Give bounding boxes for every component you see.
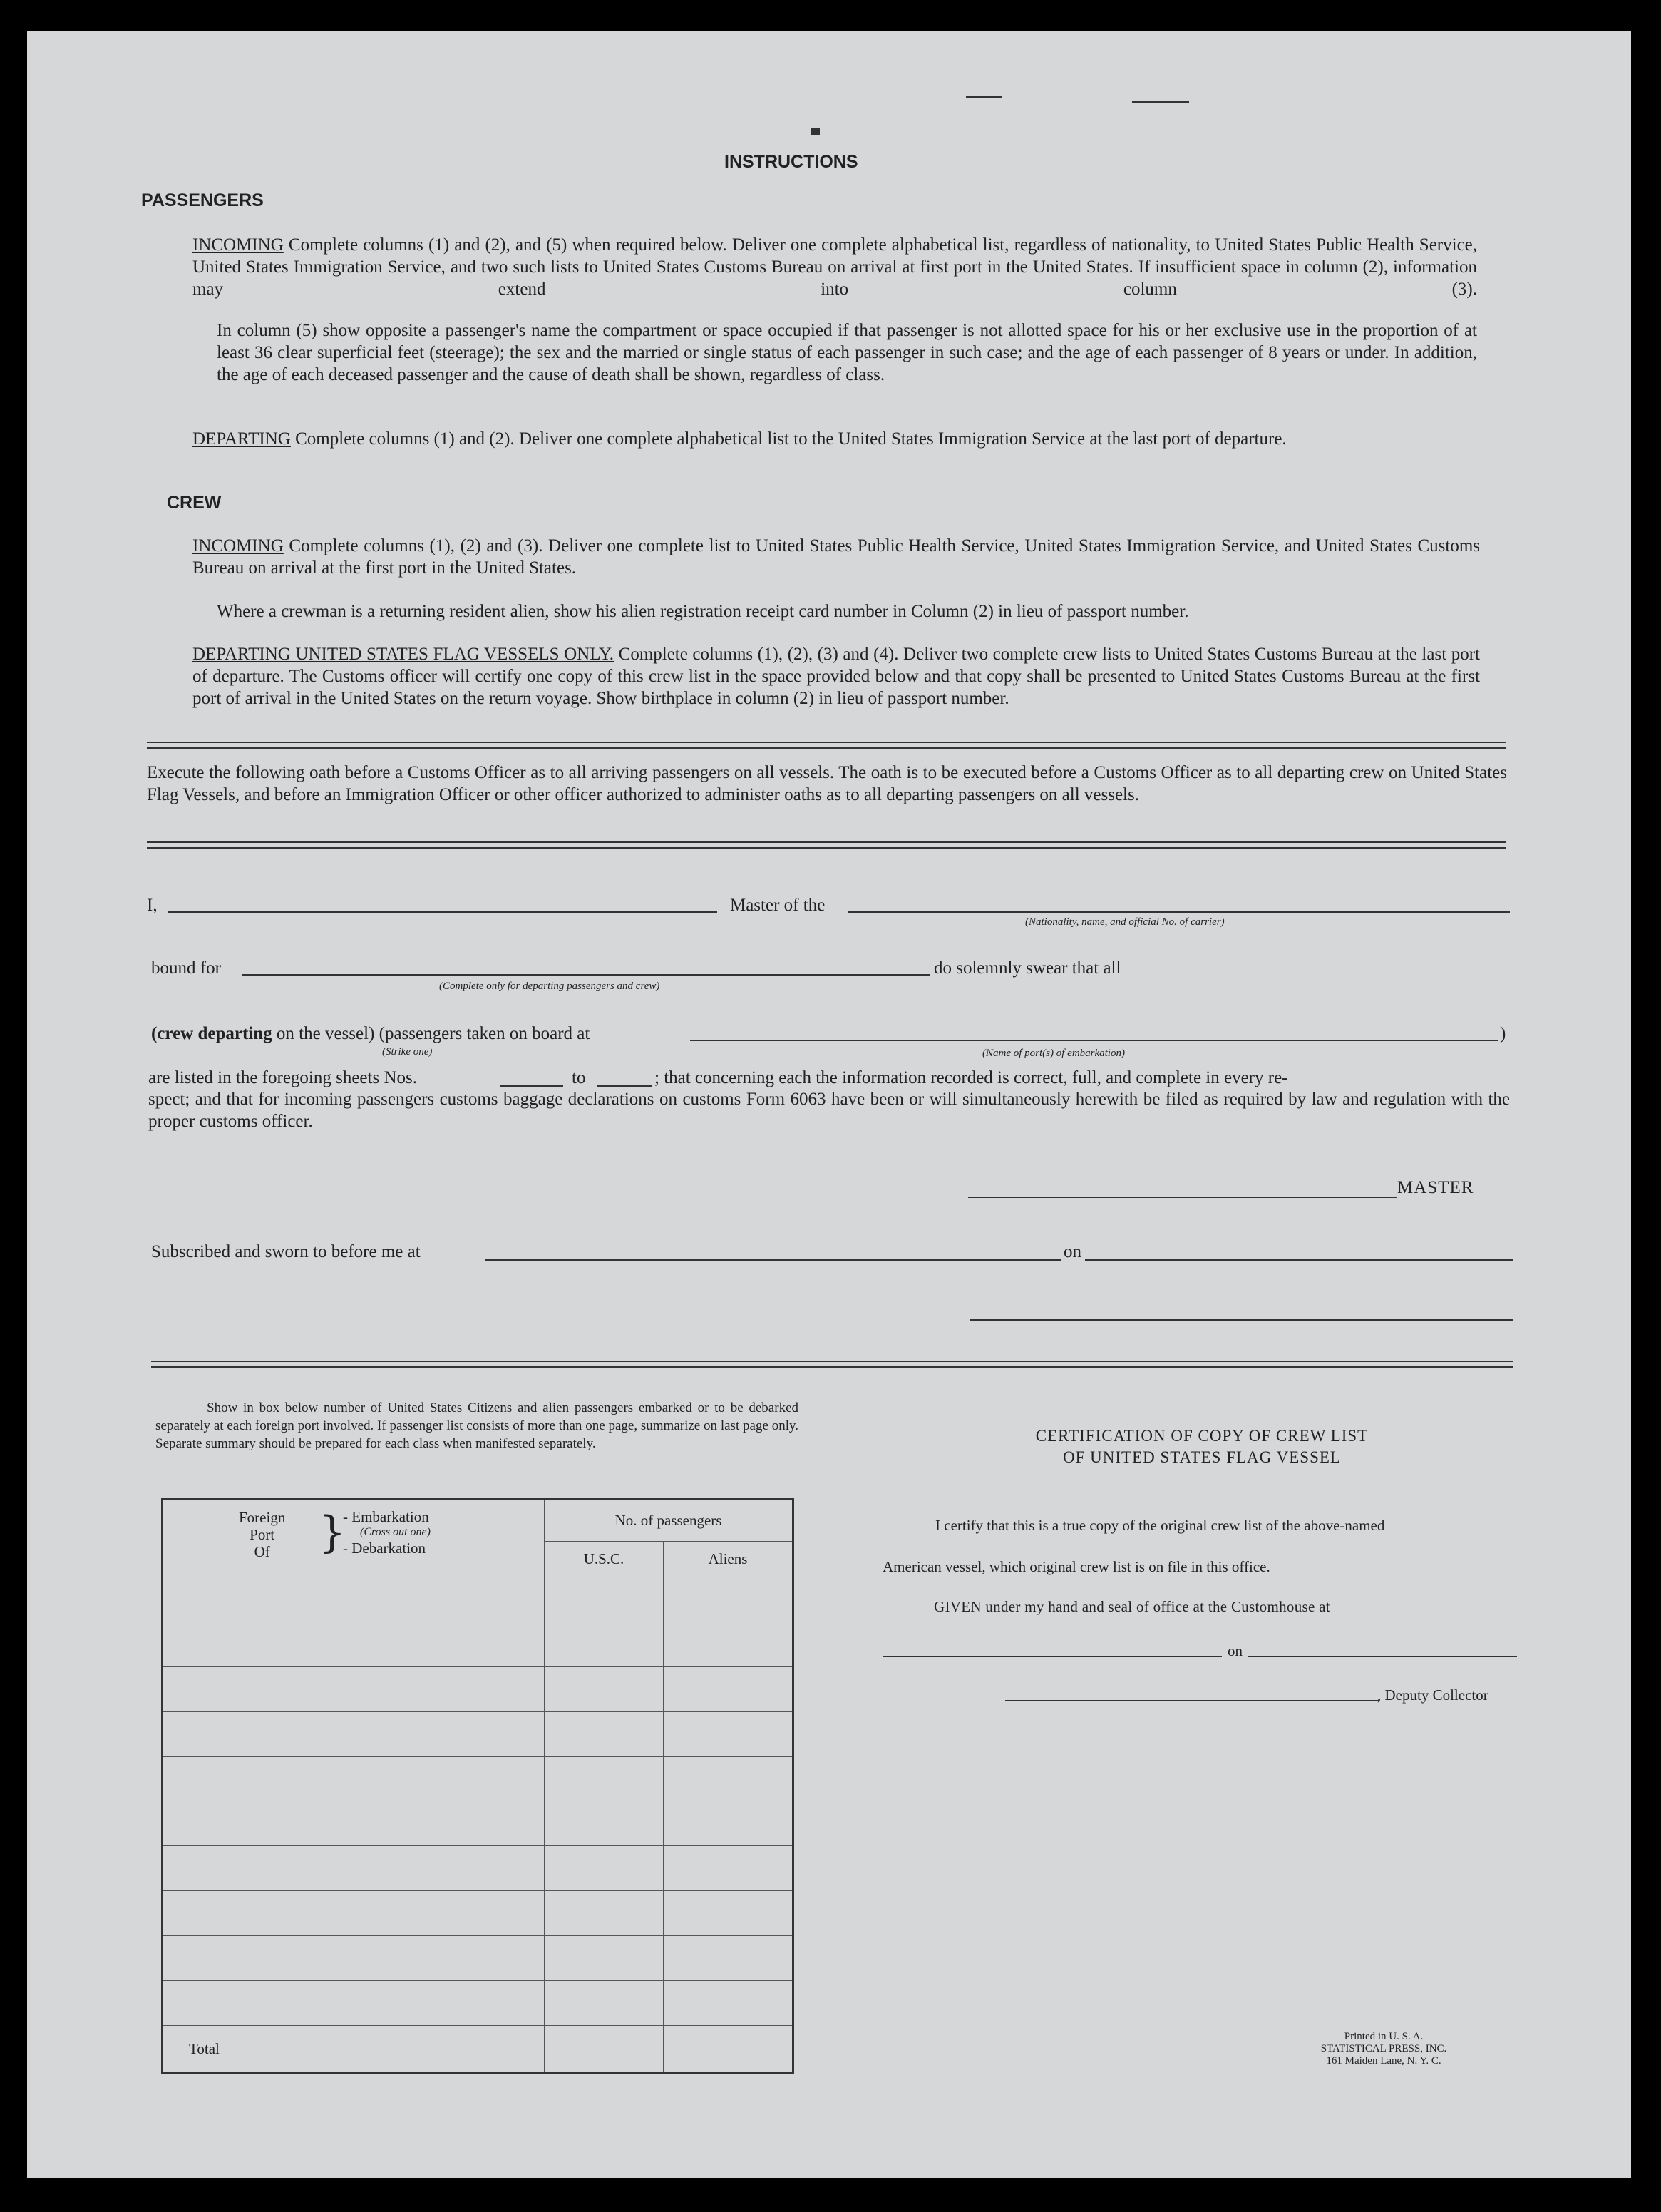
usc-cell[interactable] bbox=[545, 1756, 664, 1801]
aliens-header: Aliens bbox=[664, 1541, 793, 1577]
crew-departing-option[interactable]: (crew departing bbox=[151, 1024, 272, 1043]
usc-header: U.S.C. bbox=[545, 1541, 664, 1577]
swear-label: do solemnly swear that all bbox=[934, 958, 1121, 978]
crew-resident-alien: Where a crewman is a returning resident alien, show his alien registration receipt card number in Column (2) in lieu of passport number. bbox=[217, 602, 1189, 621]
passengers-column5: In column (5) show opposite a passenger's name the compartment or space occupied if that passenger is not allotted space for his or her exclusive use in the proportion of at least 36 clear superficial feet (steerage); the sex and the married or single status of each passenger in such case; and the age of each passenger of 8 years or under. In addition, the age of each deceased passenger and the cause of death shall be shown, regardless of class. bbox=[217, 321, 1477, 384]
passengers-departing bbox=[192, 428, 1477, 450]
sworn-date-field[interactable] bbox=[1085, 1259, 1513, 1261]
usc-total-cell[interactable] bbox=[545, 2025, 664, 2073]
crew-departing-label: DEPARTING UNITED STATES FLAG VESSELS ONLY. bbox=[192, 645, 614, 664]
certify-line-2: American vessel, which original crew list is on file in this office. bbox=[883, 1558, 1270, 1575]
port-cell[interactable] bbox=[163, 1577, 545, 1622]
crew-heading: CREW bbox=[167, 493, 222, 513]
aliens-cell[interactable] bbox=[664, 1666, 793, 1711]
printer-line-3: 161 Maiden Lane, N. Y. C. bbox=[1326, 2055, 1441, 2067]
bound-for-hint: (Complete only for departing passengers and crew) bbox=[439, 980, 660, 992]
certification-title-1: CERTIFICATION OF COPY OF CREW LIST bbox=[1035, 1427, 1369, 1445]
summary-note: Show in box below number of United States Citizens and alien passengers embarked or to be debarked separately at each foreign port involved. If passenger list consists of more than one page, summarize on last page only. Separate summary should be prepared for each class when manifested separately. bbox=[155, 1401, 798, 1451]
sworn-place-field[interactable] bbox=[485, 1259, 1061, 1261]
scan-mark bbox=[966, 96, 1002, 98]
passengers-departing-label: DEPARTING bbox=[192, 429, 291, 449]
master-of-label: Master of the bbox=[730, 896, 826, 915]
port-cell[interactable] bbox=[163, 1711, 545, 1756]
crew-departing-text: Complete columns (1), (2), (3) and (4). Deliver two complete crew lists to United States Customs Bureau at the last port of departure. The Customs officer will certify one copy of this crew list in the space provided below and that copy shall be presented to United States Customs Bureau at the first port of arrival in the United States on the return voyage. Show birthplace in column (2) in lieu of passport number. bbox=[192, 645, 1480, 708]
aliens-cell[interactable] bbox=[664, 1801, 793, 1846]
nationality-hint: (Nationality, name, and official No. of carrier) bbox=[1025, 916, 1225, 928]
aliens-total-cell[interactable] bbox=[664, 2025, 793, 2073]
passengers-departing-text: Complete columns (1) and (2). Deliver one complete alphabetical list to the United States Immigration Service at the last port of departure. bbox=[295, 429, 1287, 449]
master-signature-field[interactable] bbox=[968, 1197, 1397, 1198]
aliens-cell[interactable] bbox=[664, 1622, 793, 1666]
given-line: GIVEN under my hand and seal of office at the Customhouse at bbox=[934, 1598, 1330, 1615]
master-name-field[interactable] bbox=[168, 911, 717, 913]
scan-mark bbox=[811, 128, 820, 135]
embarkation-option[interactable]: - Embarkation bbox=[343, 1508, 429, 1525]
debarkation-option[interactable]: - Debarkation bbox=[343, 1540, 426, 1557]
crew-departing bbox=[192, 643, 1480, 710]
aliens-cell[interactable] bbox=[664, 1756, 793, 1801]
usc-cell[interactable] bbox=[545, 1891, 664, 1936]
master-label: MASTER bbox=[1397, 1178, 1474, 1197]
passengers-incoming-text: Complete columns (1) and (2), and (5) when required below. Deliver one complete alphabetical list, regardless of nationality, to United States Public Health Service, United States Immigration Service, and two such lists to United States Customs Bureau on arrival at first port in the United States. If insufficient space in column (2), information may extend into column (3). bbox=[192, 235, 1478, 299]
passengers-option[interactable]: (passengers taken on board at bbox=[379, 1024, 590, 1043]
statement-tail: ; that concerning each the information recorded is correct, full, and complete in every re- bbox=[654, 1068, 1288, 1087]
sworn-on-label: on bbox=[1064, 1242, 1081, 1261]
bound-for-label: bound for bbox=[151, 958, 221, 978]
certification-title-2: OF UNITED STATES FLAG VESSEL bbox=[1063, 1448, 1341, 1466]
oath-instructions: Execute the following oath before a Customs Officer as to all arriving passengers on all vessels. The oath is to be executed before a Customs Officer as to all departing crew on United States Flag Vessels, and before an Immigration Officer or other officer authorized to administer oaths as to all departing passengers on all vessels. bbox=[147, 763, 1507, 804]
crew-incoming bbox=[192, 535, 1480, 579]
port-cell[interactable] bbox=[163, 1846, 545, 1891]
subscribed-label: Subscribed and sworn to before me at bbox=[151, 1242, 421, 1261]
port-cell[interactable] bbox=[163, 1622, 545, 1666]
usc-cell[interactable] bbox=[545, 1622, 664, 1666]
aliens-cell[interactable] bbox=[664, 1891, 793, 1936]
certification-on-label: on bbox=[1228, 1642, 1243, 1659]
divider bbox=[147, 841, 1506, 849]
port-header-cell bbox=[163, 1500, 545, 1577]
port-cell[interactable] bbox=[163, 1936, 545, 1981]
cross-out-hint: (Cross out one) bbox=[360, 1526, 431, 1538]
scan-mark bbox=[1132, 101, 1189, 103]
aliens-cell[interactable] bbox=[664, 1577, 793, 1622]
crew-passengers-line bbox=[151, 1023, 590, 1045]
port-cell[interactable] bbox=[163, 1981, 545, 2026]
deputy-signature-field[interactable] bbox=[1005, 1700, 1379, 1701]
usc-cell[interactable] bbox=[545, 1711, 664, 1756]
deputy-collector-label: , Deputy Collector bbox=[1377, 1686, 1488, 1704]
page-title: INSTRUCTIONS bbox=[724, 152, 858, 172]
port-cell[interactable] bbox=[163, 1666, 545, 1711]
statement-rest: spect; and that for incoming passengers customs baggage declarations on customs Form 6063 have been or will simultaneously herewith be filed as required by law and regulation with the proper customs officer. bbox=[148, 1090, 1510, 1131]
close-paren: ) bbox=[1500, 1024, 1506, 1043]
port-cell[interactable] bbox=[163, 1756, 545, 1801]
divider bbox=[151, 1361, 1513, 1368]
passenger-summary-table bbox=[161, 1498, 794, 2074]
printer-line-2: STATISTICAL PRESS, INC. bbox=[1320, 2043, 1447, 2054]
strike-hint: (Strike one) bbox=[382, 1046, 433, 1058]
port-hint: (Name of port(s) of embarkation) bbox=[982, 1048, 1125, 1059]
oath-i-label: I, bbox=[147, 896, 158, 915]
sheet-from-field[interactable] bbox=[500, 1085, 563, 1087]
embarkation-port-field[interactable] bbox=[690, 1040, 1498, 1041]
form-page bbox=[27, 31, 1631, 2178]
on-vessel-label: on the vessel) bbox=[276, 1024, 375, 1043]
aliens-cell[interactable] bbox=[664, 1846, 793, 1891]
sheet-to-field[interactable] bbox=[597, 1085, 652, 1087]
port-cell[interactable] bbox=[163, 1891, 545, 1936]
printer-line-1: Printed in U. S. A. bbox=[1344, 2031, 1424, 2042]
certification-date-field[interactable] bbox=[1248, 1656, 1517, 1657]
officer-signature-field[interactable] bbox=[970, 1319, 1513, 1321]
crew-incoming-text: Complete columns (1), (2) and (3). Deliver one complete list to United States Public Health Service, United States Immigration Service, and United States Customs Bureau on arrival at the first port in the United States. bbox=[192, 536, 1481, 578]
port-cell[interactable] bbox=[163, 1801, 545, 1846]
passengers-incoming-label: INCOMING bbox=[192, 235, 284, 255]
aliens-cell[interactable] bbox=[664, 1936, 793, 1981]
passengers-incoming bbox=[192, 234, 1477, 300]
no-of-passengers-header: No. of passengers bbox=[545, 1500, 793, 1542]
aliens-cell[interactable] bbox=[664, 1981, 793, 2026]
aliens-cell[interactable] bbox=[664, 1711, 793, 1756]
foreign-label: Foreign bbox=[239, 1509, 286, 1526]
sheet-to-label: to bbox=[572, 1068, 586, 1087]
usc-cell[interactable] bbox=[545, 1981, 664, 2026]
passengers-heading: PASSENGERS bbox=[141, 190, 264, 210]
brace-icon: } bbox=[319, 1507, 346, 1557]
usc-cell[interactable] bbox=[545, 1801, 664, 1846]
of-label: Of bbox=[254, 1543, 270, 1560]
customhouse-field[interactable] bbox=[883, 1656, 1222, 1657]
certify-line-1: I certify that this is a true copy of the original crew list of the above-named bbox=[935, 1517, 1385, 1534]
usc-cell[interactable] bbox=[545, 1666, 664, 1711]
usc-cell[interactable] bbox=[545, 1936, 664, 1981]
port-label: Port bbox=[250, 1526, 275, 1543]
divider bbox=[147, 742, 1506, 749]
crew-incoming-label: INCOMING bbox=[192, 536, 284, 555]
usc-cell[interactable] bbox=[545, 1577, 664, 1622]
sheets-label: are listed in the foregoing sheets Nos. bbox=[148, 1068, 417, 1087]
usc-cell[interactable] bbox=[545, 1846, 664, 1891]
total-label: Total bbox=[163, 2025, 545, 2073]
